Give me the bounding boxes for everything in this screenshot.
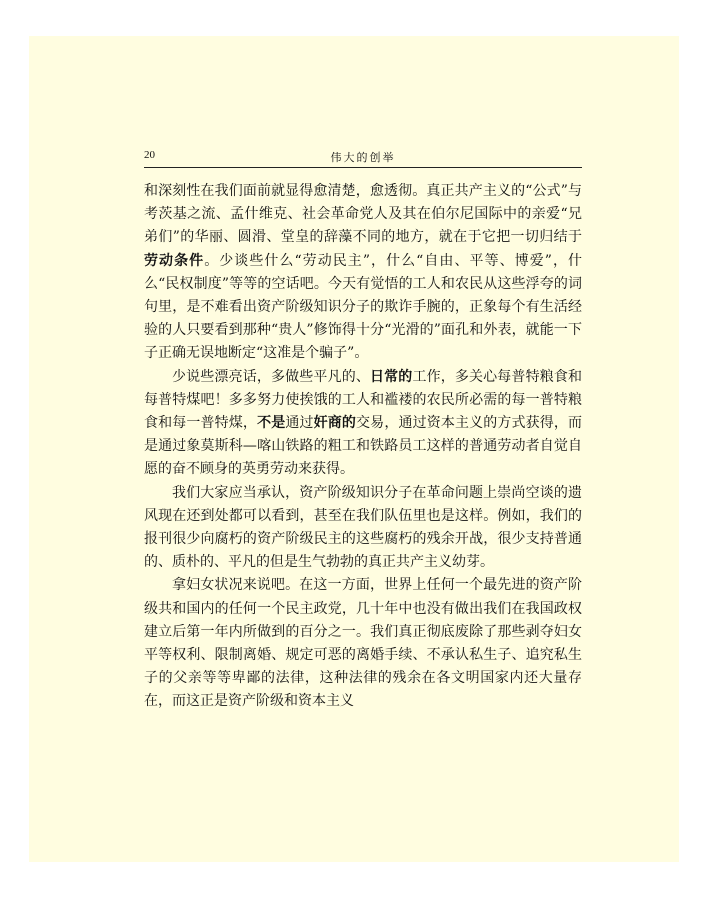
paragraph [144, 180, 582, 366]
bold-phrase: 日常的 [370, 368, 413, 385]
paragraph [144, 366, 582, 482]
text-segment: 少说些漂亮话，多做些平凡的、 [172, 368, 370, 385]
text-segment: 工作，多关心每普特粮食和每普特煤吧！多多努力使挨饿的工人和褴褛的农民所必需的每一普特粮食和每一普特煤， [144, 368, 583, 432]
text-segment: 我们大家应当承认，资产阶级知识分子在革命问题上崇尚空谈的遗风现在还到处都可以看到，甚至在我们队伍里也是这样。例如，我们的报刊很少向腐朽的资产阶级民主的这些腐朽的残余开战，很少支持普通的、质朴的、平凡的但是生气勃勃的真正共产主义幼芽。 [144, 484, 582, 571]
text-segment: 通过 [285, 415, 314, 432]
text-segment: 。少谈些什么“劳动民主”，什么“自由、平等、博爱”，什么“民权制度”等等的空话吧。今天有觉悟的工人和农民从这些浮夸的词句里，是不难看出资产阶级知识分子的欺诈手腕的，正象每个有生活经验的人只要看到那种“贵人”修饰得十分“光滑的”面孔和外表，就能一下子正确无误地断定“这准是个骗子”。 [144, 252, 582, 362]
page-header [144, 149, 582, 168]
text-segment: 和深刻性在我们面前就显得愈清楚，愈透彻。真正共产主义的“公式”与考茨基之流、孟什维克、社会革命党人及其在伯尔尼国际中的亲爱“兄弟们”的华丽、圆滑、堂皇的辞藻不同的地方，就在于它把一切归结于 [144, 183, 582, 246]
paragraph [144, 574, 582, 713]
page-number: 20 [144, 149, 155, 161]
bold-phrase: 劳动条件 [144, 252, 205, 269]
paragraph [144, 482, 582, 575]
running-title: 伟大的创举 [330, 151, 396, 164]
bold-phrase: 奸商的 [313, 415, 357, 432]
body-text [144, 180, 582, 714]
text-segment: 交易，通过资本主义的方式获得，而是通过象莫斯科—喀山铁路的粗工和铁路员工这样的普通劳动者自觉自愿的奋不顾身的英勇劳动来获得。 [144, 415, 583, 478]
text-segment: 拿妇女状况来说吧。在这一方面，世界上任何一个最先进的资产阶级共和国内的任何一个民主政党，几十年中也没有做出我们在我国政权建立后第一年内所做到的百分之一。我们真正彻底废除了那些剥夺妇女平等权利、限制离婚、规定可恶的离婚手续、不承认私生子、追究私生子的父亲等等卑鄙的法律，这种法律的残余在各文明国家内还大量存在，而这正是资产阶级和资本主义 [144, 577, 582, 710]
bold-phrase: 不是 [257, 415, 286, 432]
